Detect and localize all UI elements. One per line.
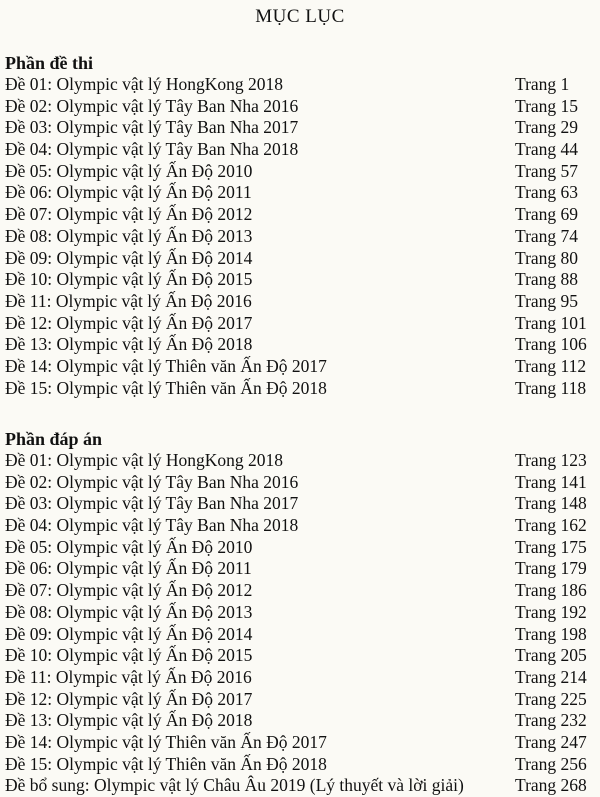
toc-entry[interactable]	[5, 182, 595, 204]
toc-entry-page: Trang 214	[515, 666, 587, 687]
toc-entry[interactable]	[5, 313, 595, 335]
toc-entry-title: Đề 10: Olympic vật lý Ấn Độ 2015	[5, 269, 253, 290]
toc-entry-page: Trang 118	[515, 377, 587, 398]
toc-entry-page: Trang 186	[515, 580, 587, 601]
toc-entry[interactable]	[5, 710, 595, 732]
toc-entry[interactable]	[5, 248, 595, 270]
toc-entry-page: Trang 192	[515, 601, 587, 622]
entry-list	[5, 74, 595, 399]
toc-entry[interactable]	[5, 117, 595, 139]
toc-entry[interactable]	[5, 139, 595, 161]
toc-entry[interactable]	[5, 689, 595, 711]
toc-entry[interactable]	[5, 161, 595, 183]
toc-entry-page: Trang 95	[515, 290, 579, 311]
toc-entry-page: Trang 101	[515, 312, 587, 333]
section-answers	[5, 428, 595, 797]
toc-entry-page: Trang 256	[515, 753, 587, 774]
toc-entry-page: Trang 123	[515, 450, 587, 470]
toc-entry-page: Trang 175	[515, 536, 587, 557]
toc-entry-title: Đề 05: Olympic vật lý Ấn Độ 2010	[5, 160, 253, 181]
toc-entry-title: Đề 08: Olympic vật lý Ấn Độ 2013	[5, 225, 253, 246]
toc-entry[interactable]	[5, 580, 595, 602]
toc-entry-page: Trang 1	[515, 74, 570, 94]
toc-entry-page: Trang 74	[515, 225, 579, 246]
section-exams	[5, 52, 595, 399]
toc-entry[interactable]	[5, 74, 595, 96]
toc-entry-title: Đề 01: Olympic vật lý HongKong 2018	[5, 450, 284, 470]
section-heading: Phần đáp án	[5, 429, 103, 449]
toc-entry-page: Trang 268	[515, 775, 587, 796]
toc-entry-title: Đề 03: Olympic vật lý Tây Ban Nha 2017	[5, 117, 299, 138]
toc-entry[interactable]	[5, 334, 595, 356]
toc-entry[interactable]	[5, 602, 595, 624]
toc-entry[interactable]	[5, 226, 595, 248]
section-heading: Phần đề thi	[5, 53, 94, 73]
toc-entry-page: Trang 205	[515, 645, 587, 666]
toc-entry-title: Đề 10: Olympic vật lý Ấn Độ 2015	[5, 645, 253, 666]
toc-entry-page: Trang 112	[515, 355, 587, 376]
toc-entry-page: Trang 69	[515, 204, 579, 225]
toc-entry[interactable]	[5, 378, 595, 400]
toc-entry-page: Trang 80	[515, 247, 579, 268]
entry-list	[5, 450, 595, 797]
toc-entry-title: Đề 04: Olympic vật lý Tây Ban Nha 2018	[5, 139, 299, 160]
toc-entry-page: Trang 57	[515, 160, 579, 181]
toc-entry-title: Đề 12: Olympic vật lý Ấn Độ 2017	[5, 688, 253, 709]
toc-entry[interactable]	[5, 775, 595, 797]
toc-entry-page: Trang 179	[515, 558, 587, 579]
toc-entry[interactable]	[5, 667, 595, 689]
toc-entry-title: Đề 07: Olympic vật lý Ấn Độ 2012	[5, 204, 253, 225]
toc-entry[interactable]	[5, 645, 595, 667]
toc-entry-page: Trang 232	[515, 710, 587, 731]
toc-entry-title: Đề 07: Olympic vật lý Ấn Độ 2012	[5, 580, 253, 601]
toc-entry-page: Trang 148	[515, 493, 587, 514]
toc-entry-title: Đề 08: Olympic vật lý Ấn Độ 2013	[5, 601, 253, 622]
toc-entry-title: Đề 04: Olympic vật lý Tây Ban Nha 2018	[5, 515, 299, 536]
toc-entry[interactable]	[5, 472, 595, 494]
toc-entry-title: Đề 09: Olympic vật lý Ấn Độ 2014	[5, 623, 253, 644]
toc-entry-page: Trang 247	[515, 731, 587, 752]
toc-entry-page: Trang 141	[515, 471, 587, 492]
page-title: MỤC LỤC	[255, 6, 345, 27]
toc-entry-title: Đề 02: Olympic vật lý Tây Ban Nha 2016	[5, 95, 299, 116]
toc-entry[interactable]	[5, 291, 595, 313]
toc-entry-title: Đề 02: Olympic vật lý Tây Ban Nha 2016	[5, 471, 299, 492]
toc-entry-page: Trang 198	[515, 623, 587, 644]
toc-entry-title: Đề 15: Olympic vật lý Thiên văn Ấn Độ 2018	[5, 377, 327, 398]
toc-entry-page: Trang 63	[515, 182, 579, 203]
toc-entry[interactable]	[5, 356, 595, 378]
toc-entry[interactable]	[5, 96, 595, 118]
toc-entry-page: Trang 88	[515, 269, 579, 290]
toc-entry-title: Đề bổ sung: Olympic vật lý Châu Âu 2019 (Lý thuyết và lời giải)	[5, 775, 464, 796]
toc-entry-title: Đề 11: Olympic vật lý Ấn Độ 2016	[5, 666, 252, 687]
toc-entry[interactable]	[5, 558, 595, 580]
toc-entry-title: Đề 06: Olympic vật lý Ấn Độ 2011	[5, 558, 252, 579]
toc-entry[interactable]	[5, 269, 595, 291]
toc-entry-title: Đề 13: Olympic vật lý Ấn Độ 2018	[5, 334, 253, 355]
toc-entry-title: Đề 09: Olympic vật lý Ấn Độ 2014	[5, 247, 253, 268]
toc-entry-page: Trang 29	[515, 117, 579, 138]
toc-entry[interactable]	[5, 204, 595, 226]
toc-entry[interactable]	[5, 732, 595, 754]
toc-entry-title: Đề 01: Olympic vật lý HongKong 2018	[5, 74, 284, 94]
toc-entry[interactable]	[5, 515, 595, 537]
toc-entry-title: Đề 14: Olympic vật lý Thiên văn Ấn Độ 2017	[5, 731, 327, 752]
toc-entry[interactable]	[5, 537, 595, 559]
toc-entry[interactable]	[5, 624, 595, 646]
toc-entry-title: Đề 15: Olympic vật lý Thiên văn Ấn Độ 2018	[5, 753, 327, 774]
toc-entry-page: Trang 44	[515, 139, 579, 160]
toc-entry-page: Trang 15	[515, 95, 579, 116]
toc-entry-title: Đề 11: Olympic vật lý Ấn Độ 2016	[5, 290, 252, 311]
toc-entry-title: Đề 14: Olympic vật lý Thiên văn Ấn Độ 2017	[5, 355, 327, 376]
toc-entry-title: Đề 06: Olympic vật lý Ấn Độ 2011	[5, 182, 252, 203]
toc-entry[interactable]	[5, 493, 595, 515]
toc-entry-title: Đề 05: Olympic vật lý Ấn Độ 2010	[5, 536, 253, 557]
toc-entry-page: Trang 162	[515, 515, 587, 536]
toc-entry[interactable]	[5, 450, 595, 472]
toc-entry-title: Đề 13: Olympic vật lý Ấn Độ 2018	[5, 710, 253, 731]
toc-entry-title: Đề 03: Olympic vật lý Tây Ban Nha 2017	[5, 493, 299, 514]
toc-entry-page: Trang 225	[515, 688, 587, 709]
toc-entry[interactable]	[5, 754, 595, 776]
toc-entry-title: Đề 12: Olympic vật lý Ấn Độ 2017	[5, 312, 253, 333]
toc-entry-page: Trang 106	[515, 334, 587, 355]
